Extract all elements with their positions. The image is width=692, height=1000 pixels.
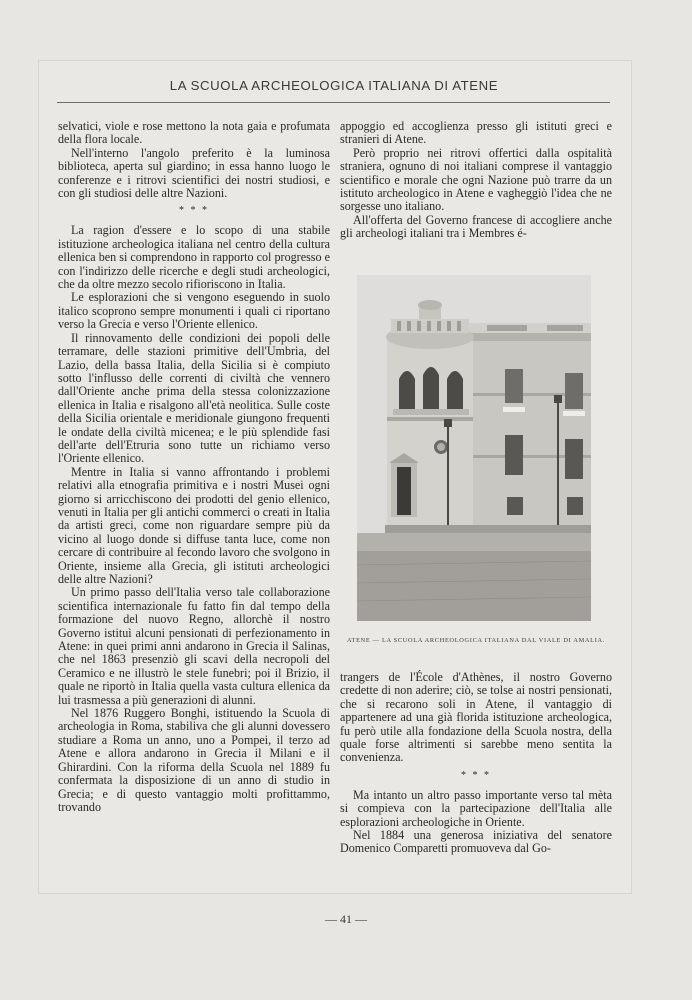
paragraph: Mentre in Italia si vanno affrontando i problemi relativi alla etnografia primitiva e i nostri Musei ogni giorno si arricchiscono dei prodotti del genio ellenico, venuti in Italia per gli antichi commerci o creati in Italia da artisti greci, come non riguardare sempre più da vicino al luogo donde si diffuse tanta luce, come non cercare di contribuire al fecondo lavoro che svolgono in Oriente, insieme alla Grecia, gli istituti archeologici delle altre Nazioni?	[58, 464, 330, 586]
paragraph: Ma intanto un altro passo importante verso tal mèta si compieva con la partecipazione dell'Italia alle esplorazioni archeologiche in Oriente.	[340, 787, 612, 829]
paragraph: trangers de l'École d'Athènes, il nostro Governo credette di non aderire; ciò, se tolse ai nostri pensionati, che si recarono soli in Atene, il vantaggio di appartenere ad una già florida istituzione archeologica, fu però utile alla fondazione della Scuola nostra, della quale forse altrimenti si sarebbe meno sentita la convenienza.	[340, 670, 612, 765]
paragraph: La ragion d'essere e lo scopo di una stabile istituzione archeologica italiana nel centro della cultura ellenica ben si comprendono in rapporto col progresso e con l'indirizzo delle ricerche e degli studi archeologici, che da oltre mezzo secolo rifioriscono in Italia.	[58, 223, 330, 292]
figure-caption: ATENE — LA SCUOLA ARCHEOLOGICA ITALIANA DAL VIALE DI AMALIA.	[346, 637, 606, 644]
page-number: — 41 —	[325, 912, 367, 926]
paragraph: Un primo passo dell'Italia verso tale collaborazione scientifica internazionale fu fatto fin dal tempo della formazione del nuovo Regno, allorchè il nostro Governo istituì alcuni pensionati di perfezionamento in Atene: in quei primi anni andarono in Grecia il Salinas, che nel 1863 presenziò gli scavi della necropoli del Ceramico e ne illustrò le stele funebri; poi il Brizio, il quale ne riportò in Italia quella vasta cultura ellenica da lui trasmessa a più generazioni di alunni.	[58, 585, 330, 707]
paragraph: selvatici, viole e rose mettono la nota gaia e profumata della flora locale.	[58, 119, 330, 147]
paragraph: All'offerta del Governo francese di accogliere anche gli archeologi italiani tra i Membres é-	[340, 212, 612, 241]
paragraph: Le esplorazioni che si vengono eseguendo in suolo italico scoprono sempre monumenti i quali ci riportano verso la Grecia e verso l'Oriente ellenico.	[58, 290, 330, 332]
right-column-bottom	[340, 671, 612, 856]
paragraph: Il rinnovamento delle condizioni dei popoli delle terramare, delle stazioni primitive dell'Umbria, del Lazio, della bassa Italia, della Sicilia si è compiuto sotto l'influsso delle correnti di civiltà che vennero dall'Oriente anche prima della stessa colonizzazione ellenica in Italia e risalgono all'età neolitica. Sulle coste della Sicilia orientale e meridionale giungono frequenti le ondate della civiltà micenea; e le più splendide fasi dell'arte dell'Etruria sono tutte un richiamo verso l'Oriente ellenico.	[58, 330, 330, 466]
paragraph: Nell'interno l'angolo preferito è la luminosa biblioteca, aperta sul giardino; in essa hanno luogo le conferenze e i ritrovi scientifici dei nostri studiosi, e con gli studiosi delle altre Nazioni.	[58, 145, 330, 201]
header-rule	[57, 102, 610, 103]
building-illustration	[357, 275, 591, 621]
paragraph: Nel 1884 una generosa iniziativa del senatore Domenico Comparetti promuoveva dal Go-	[340, 828, 612, 856]
running-header: LA SCUOLA ARCHEOLOGICA ITALIANA DI ATENE	[169, 78, 499, 93]
asterism-divider: * * *	[179, 205, 209, 217]
building-photograph	[357, 275, 591, 621]
paragraph: appoggio ed accoglienza presso gli istituti greci e stranieri di Atene.	[340, 119, 612, 147]
paragraph: Nel 1876 Ruggero Bonghi, istituendo la Scuola di archeologia in Roma, stabiliva che gli alunni dovessero studiare a Roma un anno, uno a Pompei, il terzo ad Atene e allora andarono in Grecia il Milani e il Ghirardini. Con la riforma della Scuola nel 1889 fu confermata la disposizione di un anno di studio in Grecia; e di questo vantaggio molti profittammo, trovando	[58, 706, 330, 814]
right-column-top	[340, 120, 612, 241]
left-column	[58, 120, 330, 814]
paragraph: Però proprio nei ritrovi offertici dalla ospitalità straniera, ognuno di noi italiani comprese il vantaggio scientifico e morale che ogni Nazione può trarre da un istituto archeologico in Atene e vagheggiò l'idea che ne sorgesse uno italiano.	[340, 145, 612, 214]
asterism-divider: * * *	[461, 769, 491, 781]
